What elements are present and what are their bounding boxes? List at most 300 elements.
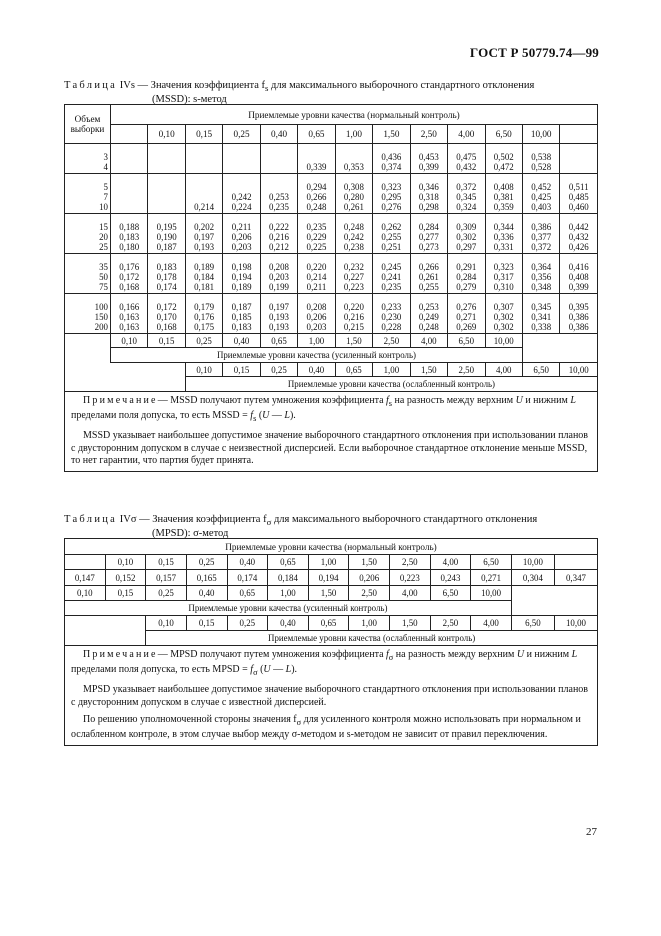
table1-caption xyxy=(64,80,534,106)
coef-cell xyxy=(448,254,485,294)
coef-cell xyxy=(148,294,185,334)
coef-cell xyxy=(448,174,485,214)
coef-value: 0,253 xyxy=(269,192,289,202)
coef-value: 0,181 xyxy=(194,282,215,292)
coef-cell xyxy=(485,174,522,214)
coef-value: 0,386 xyxy=(568,312,589,322)
coef-value: 0,284 xyxy=(418,222,439,232)
note-text: на разность между верхним xyxy=(392,395,516,406)
coef-value: 0,374 xyxy=(381,162,402,172)
coef-value: 0,353 xyxy=(343,162,364,172)
note-coef-sub: s xyxy=(388,399,393,408)
table-row xyxy=(65,334,598,348)
page-number: 27 xyxy=(586,826,597,838)
note-text: пределами поля допуска, то есть MPSD = xyxy=(71,664,251,676)
aql-value: 4,00 xyxy=(430,555,471,570)
aql-value: 0,15 xyxy=(223,363,260,377)
coef-value: 0,386 xyxy=(531,222,552,232)
coef-value: 0,266 xyxy=(418,262,439,272)
coef-value: 0,345 xyxy=(456,192,477,202)
coef-value: 0,199 xyxy=(269,282,289,292)
coef-cell xyxy=(373,294,410,334)
sample-size: 100 xyxy=(94,302,108,312)
coef-value: 0,347 xyxy=(554,570,597,586)
aql-value: 2,50 xyxy=(448,363,485,377)
coef-value: 0,318 xyxy=(418,192,439,202)
aql-value: 10,00 xyxy=(511,555,554,570)
coef-value: 0,255 xyxy=(381,232,402,242)
coef-value: 0,187 xyxy=(231,302,252,312)
note-coef-sub: σ xyxy=(296,717,302,727)
table-note xyxy=(65,392,598,472)
coef-value: 0,399 xyxy=(418,162,439,172)
table1-caption-label: Таблица xyxy=(64,80,118,91)
reduced-control-header: Приемлемые уровни качества (ослабленный контроль) xyxy=(146,631,598,646)
note-paragraph: для усиленного контроля можно использовать при нормальном и ослабленном контроле, в этом случае выбор между σ-методом и s-методом не зависит от правил переключения. xyxy=(71,713,581,741)
table-row xyxy=(65,570,598,586)
coef-cell xyxy=(223,174,260,214)
aql-value: 10,00 xyxy=(522,125,559,144)
coef-value: 0,261 xyxy=(418,272,439,282)
coef-cell xyxy=(410,254,447,294)
empty-cell xyxy=(522,334,597,363)
coef-value xyxy=(278,182,280,192)
coef-cell xyxy=(148,214,185,254)
coef-cell xyxy=(223,144,260,174)
coef-value: 0,189 xyxy=(194,262,215,272)
table-row xyxy=(65,555,598,570)
table2-caption-title: IVσ — Значения коэффициента f xyxy=(119,514,267,525)
coef-value xyxy=(278,152,280,162)
aql-value: 4,00 xyxy=(410,334,447,348)
note-paragraph: По решению уполномоченной стороны значения f xyxy=(83,713,297,725)
aql-value: 0,40 xyxy=(186,586,227,601)
document-code: ГОСТ Р 50779.74—99 xyxy=(469,45,599,60)
coef-cell xyxy=(448,144,485,174)
coef-value xyxy=(128,202,130,212)
aql-value: 0,15 xyxy=(146,555,187,570)
coef-cell xyxy=(185,254,222,294)
coef-cell xyxy=(485,144,522,174)
coef-value: 0,372 xyxy=(531,242,552,252)
aql-value: 6,50 xyxy=(471,555,512,570)
coef-value: 0,266 xyxy=(306,192,327,202)
coef-cell xyxy=(448,214,485,254)
aql-value: 0,25 xyxy=(260,363,297,377)
coef-value xyxy=(128,152,130,162)
table-row xyxy=(65,363,598,377)
aql-value: 1,50 xyxy=(308,586,349,601)
aql-value: 0,65 xyxy=(298,125,335,144)
coef-value: 0,193 xyxy=(269,322,289,332)
coef-value: 0,442 xyxy=(568,222,589,232)
coef-value: 0,163 xyxy=(119,312,140,322)
coef-value: 0,248 xyxy=(418,322,439,332)
aql-value: 1,00 xyxy=(349,616,390,631)
coef-value: 0,212 xyxy=(269,242,289,252)
coef-value: 0,211 xyxy=(306,282,327,292)
aql-value: 1,50 xyxy=(373,125,410,144)
table-row xyxy=(65,254,598,294)
coef-value: 0,214 xyxy=(306,272,327,282)
coef-value: 0,472 xyxy=(493,162,514,172)
note-text: — MSSD получают путем умножения коэффициента xyxy=(157,395,387,406)
coef-value: 0,203 xyxy=(231,242,252,252)
coef-value: 0,280 xyxy=(343,192,364,202)
aql-value: 2,50 xyxy=(430,616,471,631)
coef-value: 0,386 xyxy=(568,322,589,332)
reduced-control-header: Приемлемые уровни качества (ослабленный контроль) xyxy=(185,377,597,392)
note-text: пределами поля допуска, то есть MSSD = xyxy=(71,410,251,422)
coef-value: 0,238 xyxy=(343,242,364,252)
table-row xyxy=(65,539,598,555)
table-row xyxy=(65,144,598,174)
coef-value: 0,298 xyxy=(418,202,439,212)
coef-value: 0,453 xyxy=(418,152,439,162)
coef-value: 0,242 xyxy=(231,192,252,202)
coef-value: 0,324 xyxy=(456,202,477,212)
sample-size-cell xyxy=(65,174,111,214)
empty-cell xyxy=(65,616,146,646)
coef-value: 0,235 xyxy=(269,202,289,212)
coef-value: 0,230 xyxy=(381,312,402,322)
coef-value: 0,346 xyxy=(418,182,439,192)
coef-value: 0,185 xyxy=(231,312,252,322)
aql-value: 0,15 xyxy=(185,125,222,144)
note-var-u: U xyxy=(515,395,523,406)
coef-cell xyxy=(335,294,372,334)
coef-value: 0,203 xyxy=(306,322,327,332)
coef-value: 0,302 xyxy=(493,312,514,322)
note-coef: f xyxy=(250,410,254,422)
coef-value: 0,284 xyxy=(456,272,477,282)
coef-value xyxy=(166,162,168,172)
coef-value: 0,262 xyxy=(381,222,402,232)
coef-value: 0,172 xyxy=(156,302,177,312)
coef-value: 0,229 xyxy=(306,232,327,242)
coef-value: 0,408 xyxy=(493,182,514,192)
aql-value: 0,25 xyxy=(227,616,268,631)
coef-value: 0,214 xyxy=(194,202,215,212)
coef-value: 0,170 xyxy=(156,312,177,322)
coef-value: 0,152 xyxy=(105,570,146,586)
coef-value: 0,228 xyxy=(381,322,402,332)
coef-value: 0,295 xyxy=(381,192,402,202)
coef-value: 0,276 xyxy=(456,302,477,312)
table1-caption-line2: (MSSD): s-метод xyxy=(152,94,227,106)
coef-value: 0,215 xyxy=(343,322,364,332)
aql-value: 1,00 xyxy=(335,125,372,144)
aql-value: 6,50 xyxy=(448,334,485,348)
coef-cell xyxy=(110,174,147,214)
table1-caption-sub: s xyxy=(265,83,269,94)
coef-value: 0,194 xyxy=(308,570,349,586)
aql-value: 0,25 xyxy=(185,334,222,348)
coef-value: 0,211 xyxy=(231,222,252,232)
empty-cell xyxy=(110,125,147,144)
sample-size-cell xyxy=(65,144,111,174)
coef-cell xyxy=(260,254,297,294)
coef-value: 0,195 xyxy=(156,222,177,232)
note-var-l: L xyxy=(570,395,576,406)
coef-value: 0,183 xyxy=(156,262,177,272)
coef-value: 0,331 xyxy=(493,242,514,252)
aql-value: 0,10 xyxy=(65,586,106,601)
normal-control-header: Приемлемые уровни качества (нормальный контроль) xyxy=(110,105,597,125)
aql-value: 0,15 xyxy=(186,616,227,631)
coef-value: 0,193 xyxy=(194,242,215,252)
coef-value xyxy=(278,162,280,172)
coef-cell xyxy=(298,294,335,334)
coef-value: 0,251 xyxy=(381,242,402,252)
table2-caption-line2: (MPSD): σ-метод xyxy=(152,528,229,540)
table2-caption-rest: для максимального выборочного стандартного отклонения xyxy=(271,514,538,525)
aql-value: 4,00 xyxy=(448,125,485,144)
aql-value: 10,00 xyxy=(485,334,522,348)
aql-value: 1,00 xyxy=(373,363,410,377)
coef-value: 0,408 xyxy=(568,272,589,282)
coef-value: 0,307 xyxy=(493,302,514,312)
coef-cell xyxy=(373,174,410,214)
coef-value: 0,183 xyxy=(231,322,252,332)
coef-value xyxy=(315,152,317,162)
coef-value xyxy=(128,182,130,192)
coef-cell xyxy=(485,294,522,334)
coef-value: 0,269 xyxy=(456,322,477,332)
note-label: Примечание xyxy=(83,649,158,660)
coef-value: 0,304 xyxy=(511,570,554,586)
coef-cell xyxy=(110,294,147,334)
coef-value xyxy=(128,192,130,202)
sample-size: 25 xyxy=(99,242,108,252)
coef-cell xyxy=(335,254,372,294)
coef-value: 0,364 xyxy=(531,262,552,272)
coef-value: 0,232 xyxy=(343,262,364,272)
aql-value: 0,25 xyxy=(223,125,260,144)
table-row xyxy=(65,392,598,472)
coef-cell xyxy=(223,214,260,254)
sample-size-header xyxy=(65,105,111,144)
coef-value xyxy=(203,162,205,172)
coef-value: 0,168 xyxy=(119,282,140,292)
tightened-control-header: Приемлемые уровни качества (усиленный контроль) xyxy=(110,348,522,363)
empty-cell xyxy=(65,334,111,363)
table-row xyxy=(65,214,598,254)
aql-value: 0,10 xyxy=(185,363,222,377)
coef-cell xyxy=(335,174,372,214)
coef-value xyxy=(128,162,130,172)
aql-value: 1,00 xyxy=(308,555,349,570)
coef-value xyxy=(166,202,168,212)
coef-value: 0,302 xyxy=(493,322,514,332)
coef-value: 0,348 xyxy=(531,282,552,292)
table-row xyxy=(65,105,598,125)
coef-cell xyxy=(185,294,222,334)
sample-size: 3 xyxy=(103,152,108,162)
sample-size-cell xyxy=(65,294,111,334)
aql-value: 1,00 xyxy=(298,334,335,348)
aql-value: 0,10 xyxy=(110,334,147,348)
note-text: ). xyxy=(291,664,298,676)
coef-value: 0,308 xyxy=(343,182,364,192)
sample-size: 200 xyxy=(94,322,108,332)
coef-value xyxy=(240,182,242,192)
sample-size: 4 xyxy=(103,162,108,172)
coef-value: 0,452 xyxy=(531,182,552,192)
coef-cell xyxy=(485,254,522,294)
aql-value: 0,40 xyxy=(268,616,309,631)
coef-cell xyxy=(522,174,559,214)
coef-cell xyxy=(522,254,559,294)
coef-value: 0,475 xyxy=(456,152,477,162)
aql-value: 4,00 xyxy=(471,616,512,631)
aql-value: 10,00 xyxy=(560,363,598,377)
coef-value: 0,243 xyxy=(430,570,471,586)
coef-value: 0,176 xyxy=(194,312,215,322)
note-text: ). xyxy=(289,410,296,422)
aql-value: 1,00 xyxy=(268,586,309,601)
coef-value: 0,208 xyxy=(306,302,327,312)
sample-size-cell xyxy=(65,254,111,294)
coef-value: 0,276 xyxy=(381,202,402,212)
note-coef: f xyxy=(386,395,389,406)
aql-value: 0,40 xyxy=(298,363,335,377)
coef-value: 0,395 xyxy=(568,302,589,312)
coef-cell xyxy=(373,214,410,254)
note-text: и нижним xyxy=(522,395,571,406)
coef-value: 0,271 xyxy=(456,312,477,322)
coef-cell xyxy=(560,174,598,214)
coef-value: 0,309 xyxy=(456,222,477,232)
aql-value: 0,10 xyxy=(146,616,187,631)
coef-value xyxy=(353,152,355,162)
coef-value: 0,233 xyxy=(381,302,402,312)
table2-caption-label: Таблица xyxy=(64,514,118,525)
aql-value: 0,65 xyxy=(268,555,309,570)
coef-value: 0,194 xyxy=(231,272,252,282)
coef-value xyxy=(166,192,168,202)
note-text: на разность между верхним xyxy=(393,649,517,660)
coef-value xyxy=(203,182,205,192)
coef-value: 0,187 xyxy=(156,242,177,252)
coef-value: 0,220 xyxy=(306,262,327,272)
table-row xyxy=(65,174,598,214)
aql-value: 6,50 xyxy=(430,586,471,601)
aql-value: 2,50 xyxy=(390,555,431,570)
coef-value: 0,426 xyxy=(568,242,589,252)
normal-control-header: Приемлемые уровни качества (нормальный контроль) xyxy=(65,539,598,555)
aql-value: 0,65 xyxy=(227,586,268,601)
coef-value: 0,253 xyxy=(418,302,439,312)
coef-value: 0,184 xyxy=(268,570,309,586)
coef-cell xyxy=(260,144,297,174)
coef-cell xyxy=(110,214,147,254)
coef-value: 0,224 xyxy=(231,202,252,212)
aql-value: 1,50 xyxy=(410,363,447,377)
coef-value: 0,190 xyxy=(156,232,177,242)
coef-cell xyxy=(335,144,372,174)
note-coef-sub: s xyxy=(253,414,257,424)
coef-cell xyxy=(223,294,260,334)
coef-value xyxy=(203,192,205,202)
coef-value: 0,425 xyxy=(531,192,552,202)
aql-value: 0,25 xyxy=(146,586,187,601)
coef-value: 0,208 xyxy=(269,262,289,272)
aql-value: 0,65 xyxy=(335,363,372,377)
coef-value: 0,344 xyxy=(493,222,514,232)
coef-value: 0,189 xyxy=(231,282,252,292)
aql-value: 2,50 xyxy=(410,125,447,144)
coef-value: 0,178 xyxy=(156,272,177,282)
note-var-u: U xyxy=(262,410,270,422)
coef-value: 0,277 xyxy=(418,232,439,242)
coef-cell xyxy=(560,144,598,174)
aql-value: 0,25 xyxy=(186,555,227,570)
aql-value: 1,50 xyxy=(390,616,431,631)
coef-value: 0,294 xyxy=(306,182,327,192)
coef-value: 0,174 xyxy=(227,570,268,586)
coef-value: 0,528 xyxy=(531,162,552,172)
coef-cell xyxy=(298,214,335,254)
coef-value xyxy=(240,162,242,172)
sample-size: 150 xyxy=(94,312,108,322)
sample-label: выборки xyxy=(70,124,105,134)
sample-label: Объем xyxy=(74,114,101,124)
coef-value: 0,193 xyxy=(269,312,289,322)
table-ivsigma xyxy=(64,538,598,746)
coef-cell xyxy=(485,214,522,254)
coef-value: 0,245 xyxy=(381,262,402,272)
sample-size-cell xyxy=(65,214,111,254)
table2-caption xyxy=(64,514,537,540)
table-note xyxy=(65,646,598,746)
aql-value: 0,65 xyxy=(260,334,297,348)
coef-cell xyxy=(185,144,222,174)
coef-value: 0,339 xyxy=(306,162,327,172)
coef-value: 0,399 xyxy=(568,282,589,292)
coef-cell xyxy=(148,174,185,214)
coef-value: 0,460 xyxy=(568,202,589,212)
coef-cell xyxy=(148,144,185,174)
coef-value: 0,179 xyxy=(194,302,215,312)
table-row xyxy=(65,616,598,631)
coef-cell xyxy=(448,294,485,334)
coef-value xyxy=(166,152,168,162)
aql-value: 4,00 xyxy=(485,363,522,377)
aql-value: 0,15 xyxy=(148,334,185,348)
coef-value: 0,197 xyxy=(194,232,215,242)
coef-value: 0,223 xyxy=(390,570,431,586)
note-var-u: U xyxy=(516,649,525,660)
coef-value: 0,297 xyxy=(456,242,477,252)
sample-size: 10 xyxy=(99,202,108,212)
coef-value: 0,248 xyxy=(306,202,327,212)
coef-value: 0,416 xyxy=(568,262,589,272)
aql-value: 0,65 xyxy=(308,616,349,631)
coef-value: 0,336 xyxy=(493,232,514,242)
aql-value: 2,50 xyxy=(373,334,410,348)
coef-value: 0,163 xyxy=(119,322,140,332)
coef-value: 0,381 xyxy=(493,192,514,202)
coef-value: 0,180 xyxy=(119,242,140,252)
coef-cell xyxy=(522,294,559,334)
coef-value: 0,323 xyxy=(493,262,514,272)
note-text: — xyxy=(269,410,285,422)
note-var-l: L xyxy=(285,664,292,676)
coef-value: 0,242 xyxy=(343,232,364,242)
empty-cell xyxy=(511,586,597,616)
aql-value: 0,15 xyxy=(105,586,146,601)
